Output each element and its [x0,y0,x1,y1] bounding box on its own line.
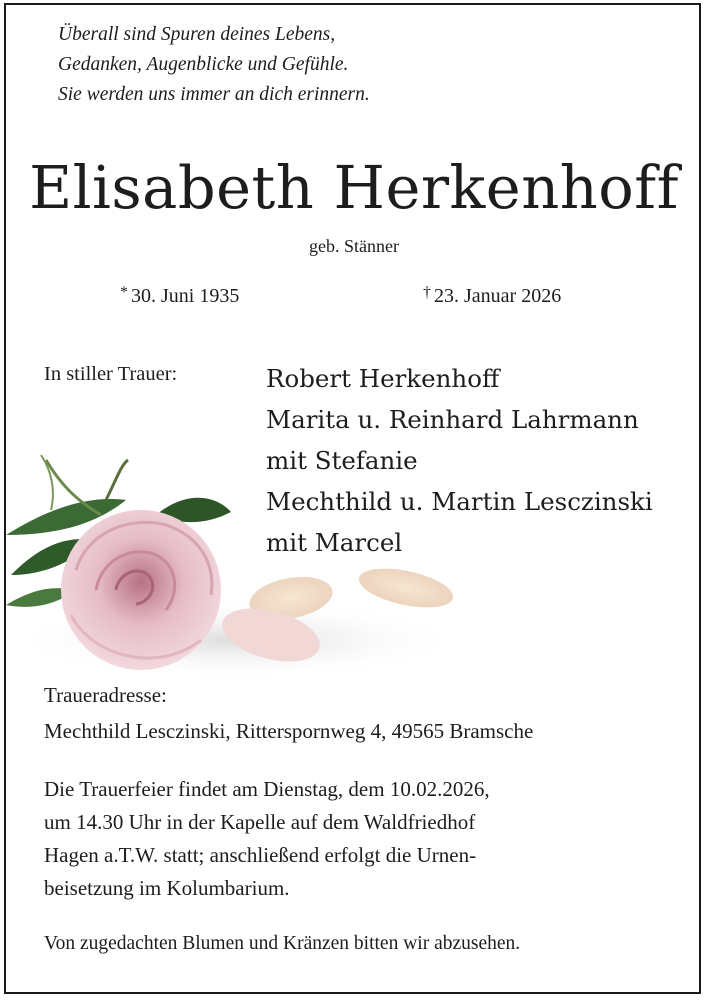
poem [58,20,370,110]
service-line: Hagen a.T.W. statt; anschließend erfolgt die Urnen- [44,843,477,867]
mourners-list [266,358,653,563]
mourner-name: mit Stefanie [266,446,418,475]
poem-line: Sie werden uns immer an dich erinnern. [58,84,370,105]
service-line: um 14.30 Uhr in der Kapelle auf dem Waldfriedhof [44,810,476,834]
service-info [44,773,490,905]
poem-line: Gedanken, Augenblicke und Gefühle. [58,54,349,75]
mourners-label: In stiller Trauer: [44,363,178,385]
birth-name: geb. Stänner [309,236,399,256]
mourner-name: Robert Herkenhoff [266,364,500,393]
mourner-name: Marita u. Reinhard Lahrmann [266,405,639,434]
death-date-line [423,284,561,308]
closing-note: Von zugedachten Blumen und Kränzen bitten wir abzusehen. [44,933,521,954]
deceased-name: Elisabeth Herkenhoff [29,153,679,222]
death-symbol: † [423,284,431,301]
mourner-name: mit Marcel [266,528,403,557]
poem-line: Überall sind Spuren deines Lebens, [58,24,336,45]
address-text: Mechthild Lesczinski, Ritterspornweg 4, 49565 Bramsche [44,719,534,743]
mourner-name: Mechthild u. Martin Lesczinski [266,487,653,516]
address-label: Traueradresse: [44,683,167,707]
service-line: beisetzung im Kolumbarium. [44,876,290,900]
service-line: Die Trauerfeier findet am Dienstag, dem 10.02.2026, [44,777,490,801]
birth-date-line [120,284,239,308]
death-date: 23. Januar 2026 [434,285,562,307]
birth-symbol: * [120,284,128,301]
birth-date: 30. Juni 1935 [131,285,240,307]
